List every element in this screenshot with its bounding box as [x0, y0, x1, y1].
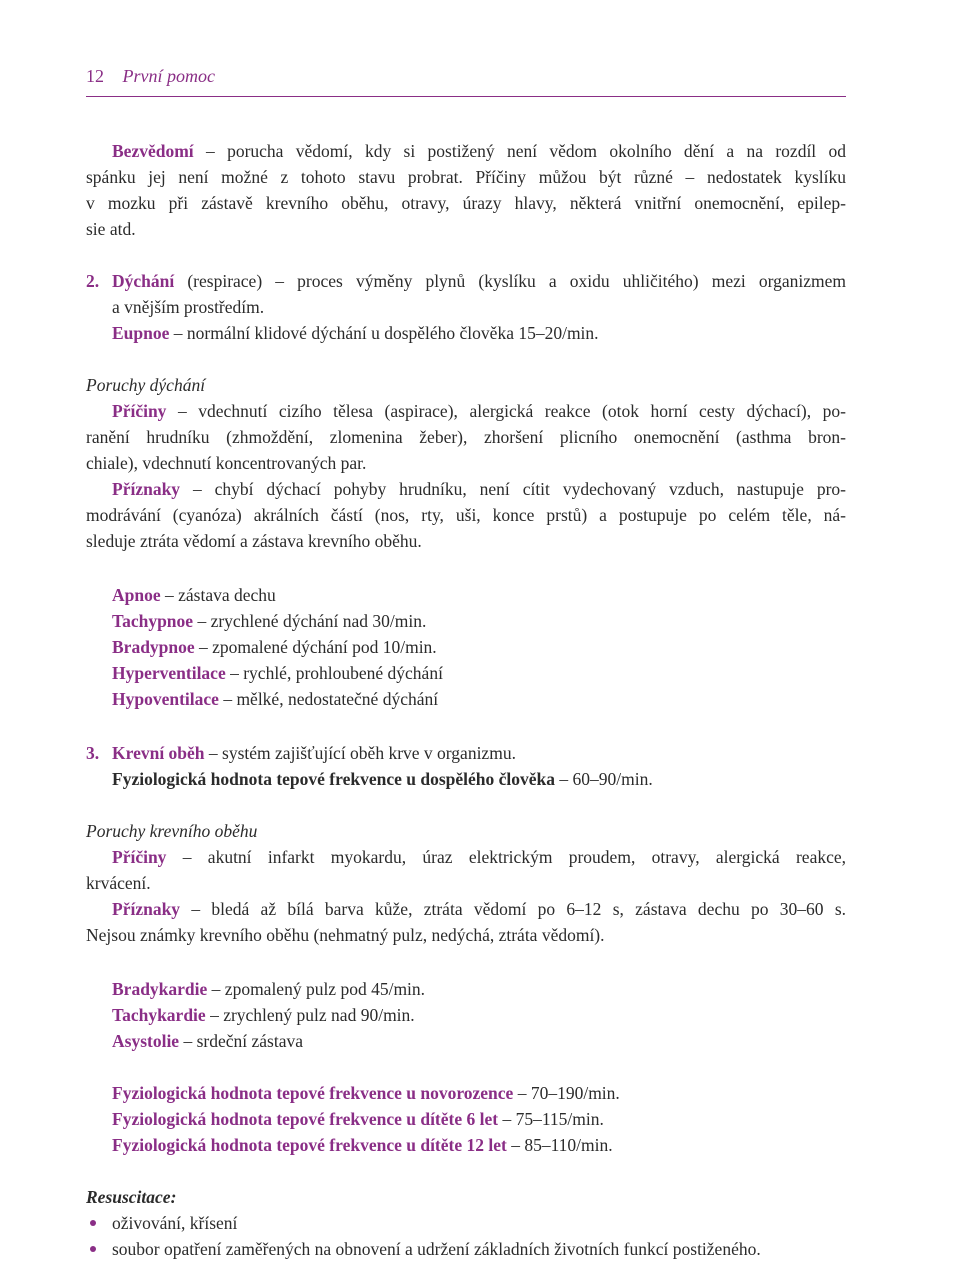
- bullet-icon: [90, 1246, 96, 1252]
- dychani-priznaky-line-1: Příznaky – chybí dýchací pohyby hrudníku, není cítit vydechovaný vzduch, nastupuje pro-: [112, 479, 846, 499]
- fyz-hodnota-dite-12: Fyziologická hodnota tepové frekvence u dítěte 12 let – 85–110/min.: [112, 1135, 613, 1155]
- dychani-priciny-line-3: chiale), vdechnutí koncentrovaných par.: [86, 453, 367, 473]
- bullet-icon: [90, 1220, 96, 1226]
- dychani-priznaky-line-2: modrávání (cyanóza) akrálních částí (nos, rty, uši, konce prstů) a postupuje po celém těle, ná-: [86, 505, 846, 525]
- term-bezvedomi: Bezvědomí: [112, 141, 194, 161]
- dychani-line-1: Dýchání (respirace) – proces výměny plynů (kyslíku a oxidu uhličitého) mezi organizmem: [112, 271, 846, 291]
- dychani-priznaky-line-3: sleduje ztráta vědomí a zástava krevního oběhu.: [86, 531, 422, 551]
- term-eupnoe: Eupnoe: [112, 323, 170, 343]
- dychani-line-2: a vnějším prostředím.: [112, 297, 265, 317]
- eupnoe-line: Eupnoe – normální klidové dýchání u dospělého člověka 15–20/min.: [112, 323, 599, 343]
- term-priciny: Příčiny: [112, 847, 167, 867]
- obeh-priciny-line-2: krvácení.: [86, 873, 151, 893]
- chapter-title: První pomoc: [122, 66, 215, 86]
- bezvedomi-line-3: v mozku při zástavě krevního oběhu, otravy, úrazy hlavy, některá vnitřní onemocnění, epilep-: [86, 193, 846, 213]
- heading-resuscitace: Resuscitace:: [86, 1187, 177, 1207]
- section-number-3: 3.: [86, 743, 100, 763]
- obeh-priznaky-line-1: Příznaky – bledá až bílá barva kůže, ztráta vědomí po 6–12 s, zástava dechu po 30–60 s.: [112, 899, 846, 919]
- list-item: Bradykardie – zpomalený pulz pod 45/min.: [112, 979, 426, 999]
- page-header: [86, 66, 846, 97]
- fyz-hodnota-dospely: Fyziologická hodnota tepové frekvence u dospělého člověka – 60–90/min.: [112, 769, 653, 789]
- term-priznaky: Příznaky: [112, 899, 181, 919]
- list-item: Apnoe – zástava dechu: [112, 585, 276, 605]
- dychani-priciny-line-1: Příčiny – vdechnutí cizího tělesa (aspirace), alergická reakce (otok horní cesty dýchací), po-: [112, 401, 846, 421]
- list-item: Tachypnoe – zrychlené dýchání nad 30/min.: [112, 611, 427, 631]
- term-priznaky: Příznaky: [112, 479, 181, 499]
- list-item: Hypoventilace – mělké, nedostatečné dýchání: [112, 689, 439, 709]
- obeh-priciny-line-1: Příčiny – akutní infarkt myokardu, úraz elektrickým proudem, otravy, alergická reakce,: [112, 847, 846, 867]
- term-krevni-obeh: Krevní oběh: [112, 743, 205, 763]
- dychani-priciny-line-2: ranění hrudníku (zhmoždění, zlomenina žeber), zhoršení plicního onemocnění (asthma bron-: [86, 427, 846, 447]
- page-number: 12: [86, 66, 104, 86]
- term-priciny: Příčiny: [112, 401, 167, 421]
- list-item: Asystolie – srdeční zástava: [112, 1031, 303, 1051]
- bezvedomi-line-4: sie atd.: [86, 219, 136, 239]
- list-item: Hyperventilace – rychlé, prohloubené dýchání: [112, 663, 443, 683]
- obeh-priznaky-line-2: Nejsou známky krevního oběhu (nehmatný pulz, nedýchá, ztráta vědomí).: [86, 925, 605, 945]
- term-dychani: Dýchání: [112, 271, 175, 291]
- section-number-2: 2.: [86, 271, 100, 291]
- heading-poruchy-obehu: Poruchy krevního oběhu: [86, 821, 258, 841]
- heading-poruchy-dychani: Poruchy dýchání: [86, 375, 206, 395]
- list-item: Tachykardie – zrychlený pulz nad 90/min.: [112, 1005, 415, 1025]
- krevni-obeh-line: Krevní oběh – systém zajišťující oběh krve v organizmu.: [112, 743, 516, 763]
- bezvedomi-line-1: Bezvědomí – porucha vědomí, kdy si postižený není vědom okolního dění a na rozdíl od: [112, 141, 846, 161]
- resuscitace-item: oživování, křísení: [112, 1213, 238, 1233]
- list-item: Bradypnoe – zpomalené dýchání pod 10/min.: [112, 637, 437, 657]
- fyz-hodnota-dite-6: Fyziologická hodnota tepové frekvence u dítěte 6 let – 75–115/min.: [112, 1109, 604, 1129]
- resuscitace-item: soubor opatření zaměřených na obnovení a udržení základních životních funkcí postiženého.: [112, 1239, 761, 1259]
- fyz-hodnota-novorozenec: Fyziologická hodnota tepové frekvence u novorozence – 70–190/min.: [112, 1083, 620, 1103]
- bezvedomi-line-2: spánku jej není možné z tohoto stavu probrat. Příčiny můžou být různé – nedostatek kyslíku: [86, 167, 846, 187]
